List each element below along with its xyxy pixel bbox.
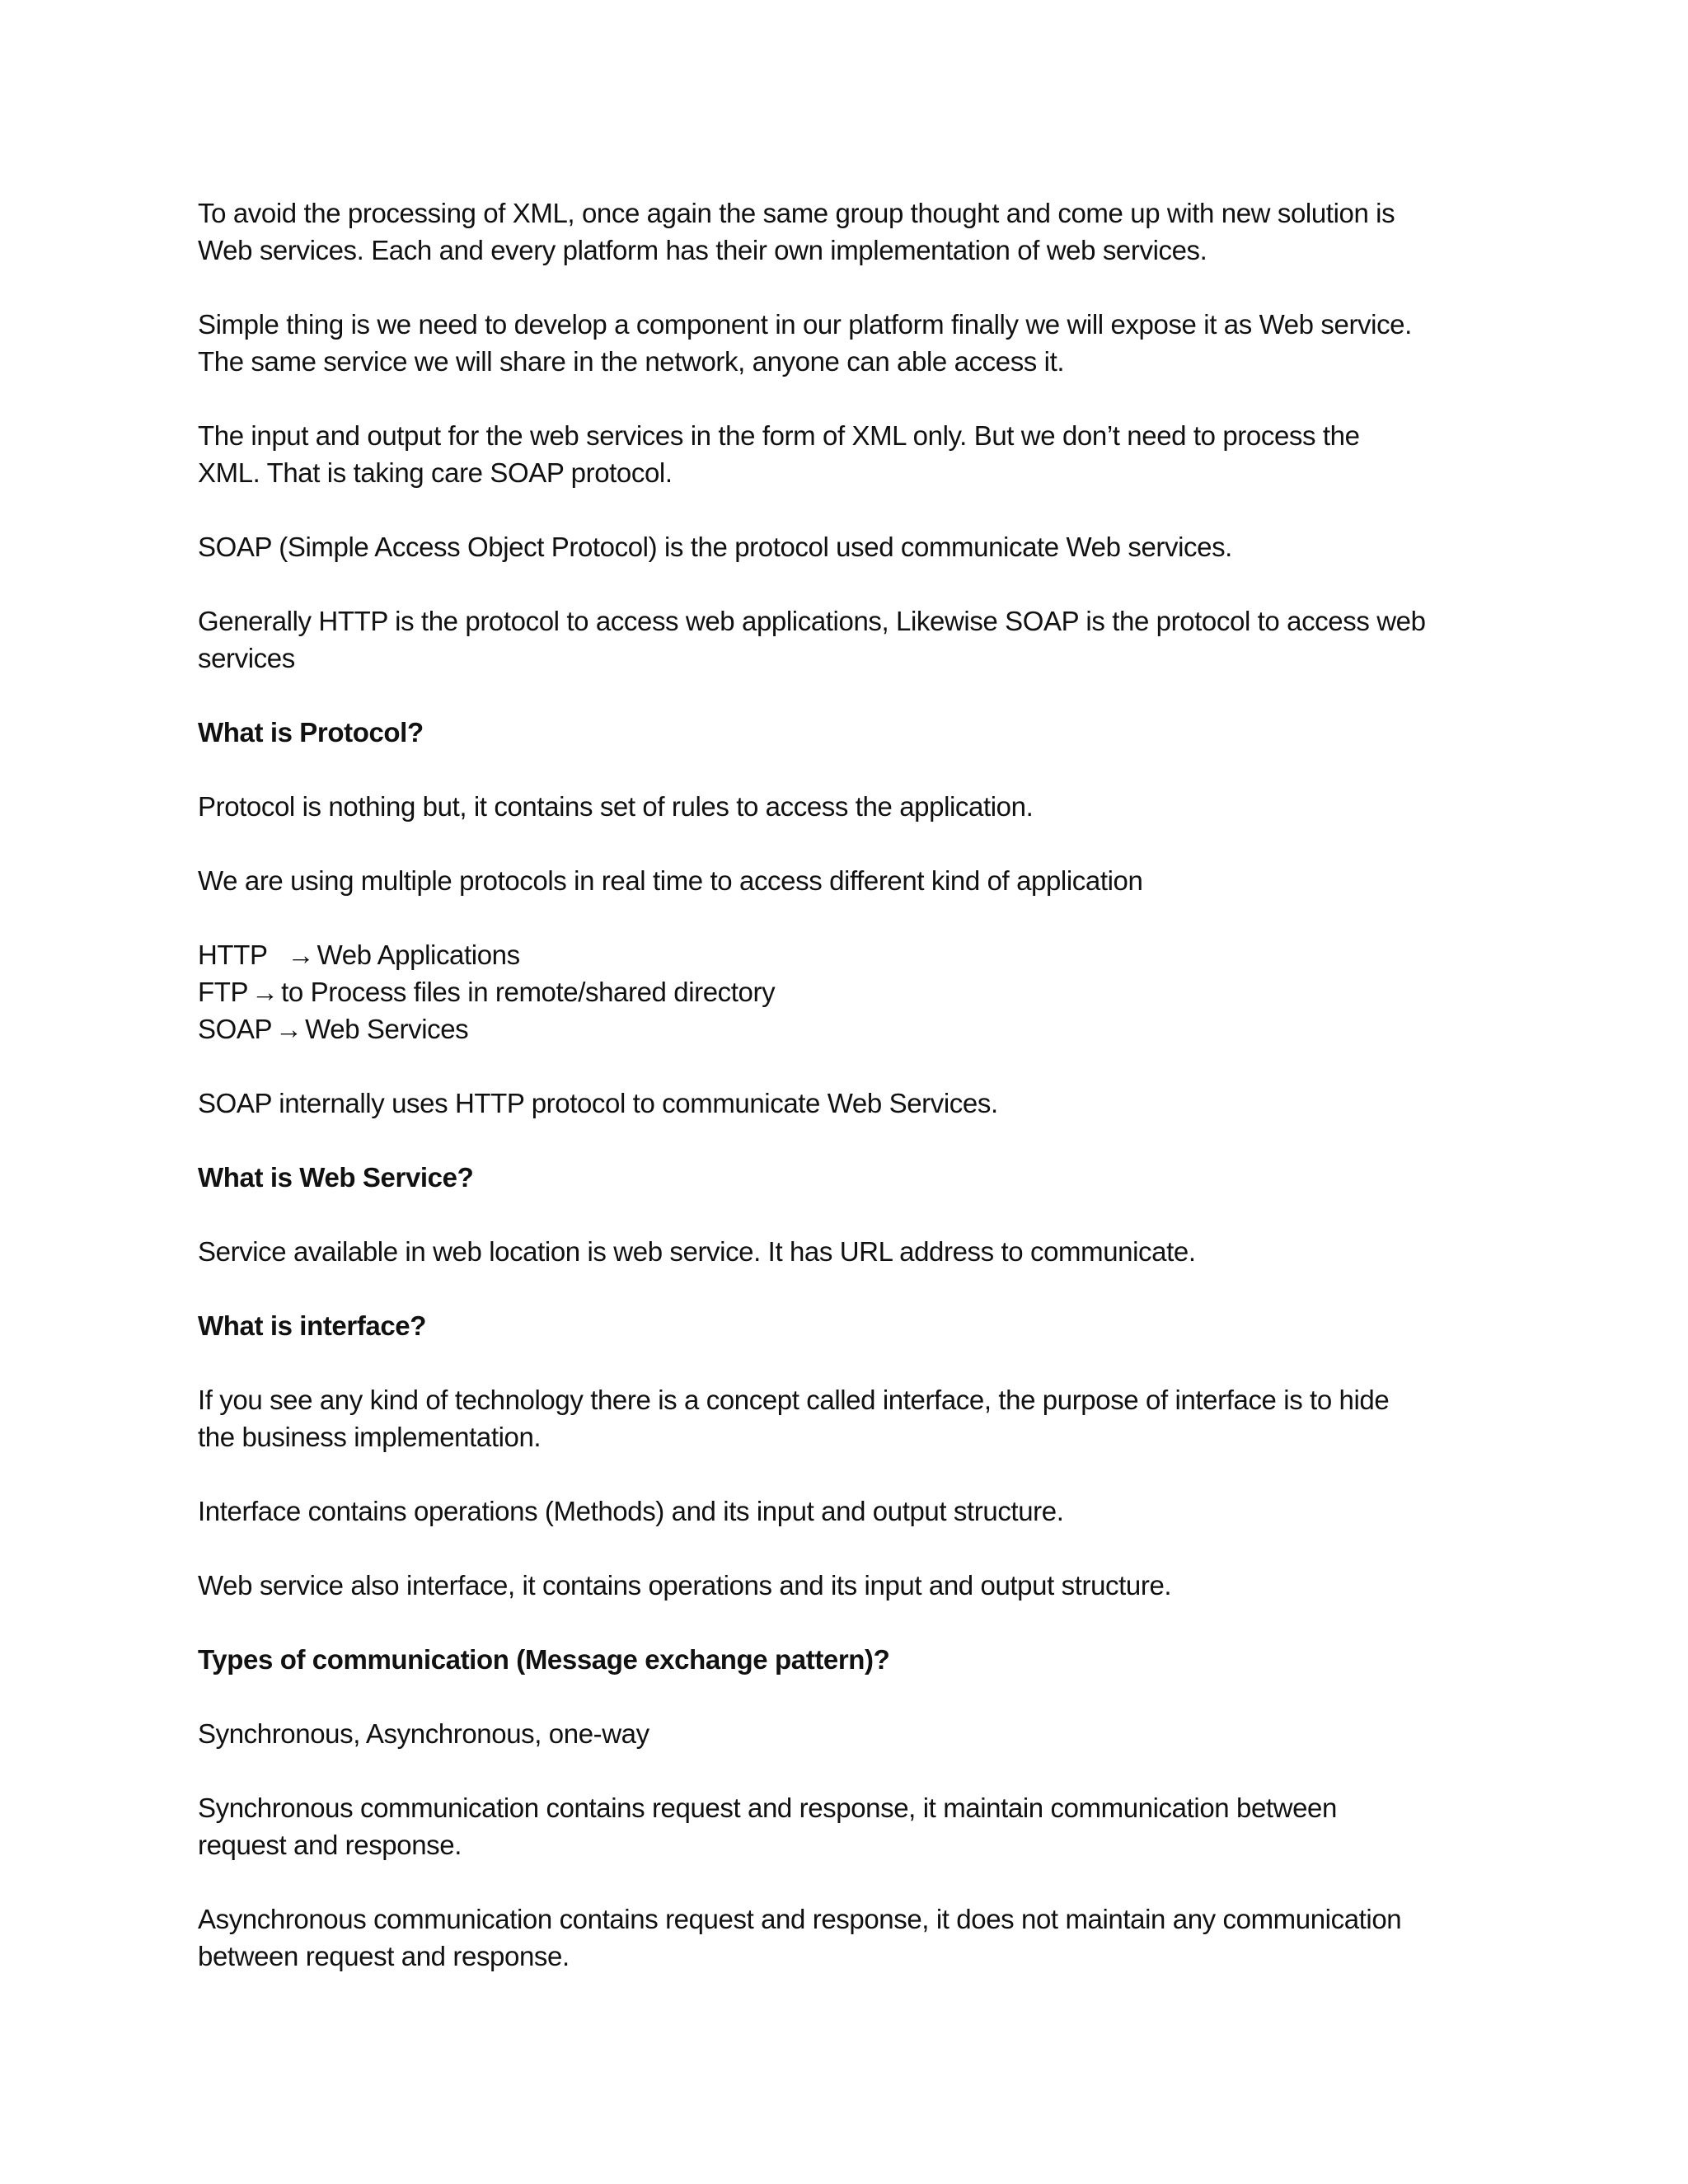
text-line: To avoid the processing of XML, once again the same group thought and come up with new solution is — [198, 198, 1395, 228]
arrow-right-icon: → — [275, 1014, 302, 1044]
text-line: If you see any kind of technology there is a concept called interface, the purpose of interface is to hide — [198, 1385, 1390, 1415]
heading-types-of-communication: Types of communication (Message exchange pattern)? — [198, 1644, 890, 1675]
arrow-right-icon: → — [251, 977, 279, 1007]
text-line: Interface contains operations (Methods) and its input and output structure. — [198, 1496, 1064, 1526]
text-line: Synchronous communication contains request and response, it maintain communication between — [198, 1793, 1337, 1823]
paragraph-asynchronous — [198, 1900, 1500, 1975]
protocol-description: Web Applications — [316, 940, 520, 970]
text-line: Protocol is nothing but, it contains set of rules to access the application. — [198, 791, 1034, 822]
text-line: The same service we will share in the network, anyone can able access it. — [198, 346, 1065, 377]
text-line: services — [198, 643, 295, 673]
text-line: XML. That is taking care SOAP protocol. — [198, 457, 673, 488]
text-line: the business implementation. — [198, 1422, 542, 1452]
text-line: Service available in web location is web service. It has URL address to communicate. — [198, 1236, 1196, 1267]
protocol-description: Web Services — [305, 1014, 469, 1044]
protocol-name: HTTP — [198, 940, 268, 970]
text-line: Web services. Each and every platform has their own implementation of web services. — [198, 235, 1207, 265]
heading-what-is-protocol: What is Protocol? — [198, 717, 424, 748]
paragraph-soap-uses-http — [198, 1085, 1500, 1122]
paragraph-input-output-xml — [198, 417, 1500, 491]
paragraph-interface-purpose — [198, 1381, 1500, 1455]
list-item — [198, 973, 1500, 1010]
text-line: Asynchronous communication contains request and response, it does not maintain any communication — [198, 1904, 1402, 1934]
text-line: SOAP internally uses HTTP protocol to communicate Web Services. — [198, 1088, 998, 1118]
paragraph-synchronous — [198, 1789, 1500, 1863]
heading-what-is-interface: What is interface? — [198, 1310, 427, 1341]
paragraph-http-vs-soap — [198, 602, 1500, 677]
arrow-right-icon: → — [287, 940, 315, 970]
paragraph-soap-definition — [198, 528, 1500, 565]
list-item — [198, 1010, 1500, 1047]
list-item — [198, 936, 1500, 973]
heading-what-is-web-service: What is Web Service? — [198, 1162, 474, 1193]
text-line: request and response. — [198, 1830, 462, 1860]
text-line: Generally HTTP is the protocol to access web applications, Likewise SOAP is the protocol to access web — [198, 606, 1426, 636]
text-line: Simple thing is we need to develop a component in our platform finally we will expose it as Web service. — [198, 309, 1412, 340]
paragraph-interface-contents — [198, 1493, 1500, 1530]
text-line: SOAP (Simple Access Object Protocol) is the protocol used communicate Web services. — [198, 532, 1232, 562]
protocol-list — [198, 936, 1500, 1047]
text-line: We are using multiple protocols in real time to access different kind of application — [198, 865, 1143, 896]
paragraph-component-expose — [198, 306, 1500, 380]
protocol-name: SOAP — [198, 1014, 273, 1044]
paragraph-communication-types — [198, 1715, 1500, 1752]
protocol-name: FTP — [198, 977, 249, 1007]
document-body — [198, 194, 1500, 2012]
paragraph-multiple-protocols — [198, 862, 1500, 899]
paragraph-web-service-definition — [198, 1233, 1500, 1270]
paragraph-xml-processing — [198, 194, 1500, 269]
text-line: between request and response. — [198, 1941, 570, 1971]
text-line: The input and output for the web services in the form of XML only. But we don’t need to process the — [198, 420, 1360, 451]
protocol-description: to Process files in remote/shared directory — [281, 977, 776, 1007]
paragraph-web-service-interface — [198, 1567, 1500, 1604]
text-line: Synchronous, Asynchronous, one-way — [198, 1718, 649, 1749]
paragraph-protocol-definition — [198, 788, 1500, 825]
text-line: Web service also interface, it contains operations and its input and output structure. — [198, 1570, 1172, 1601]
